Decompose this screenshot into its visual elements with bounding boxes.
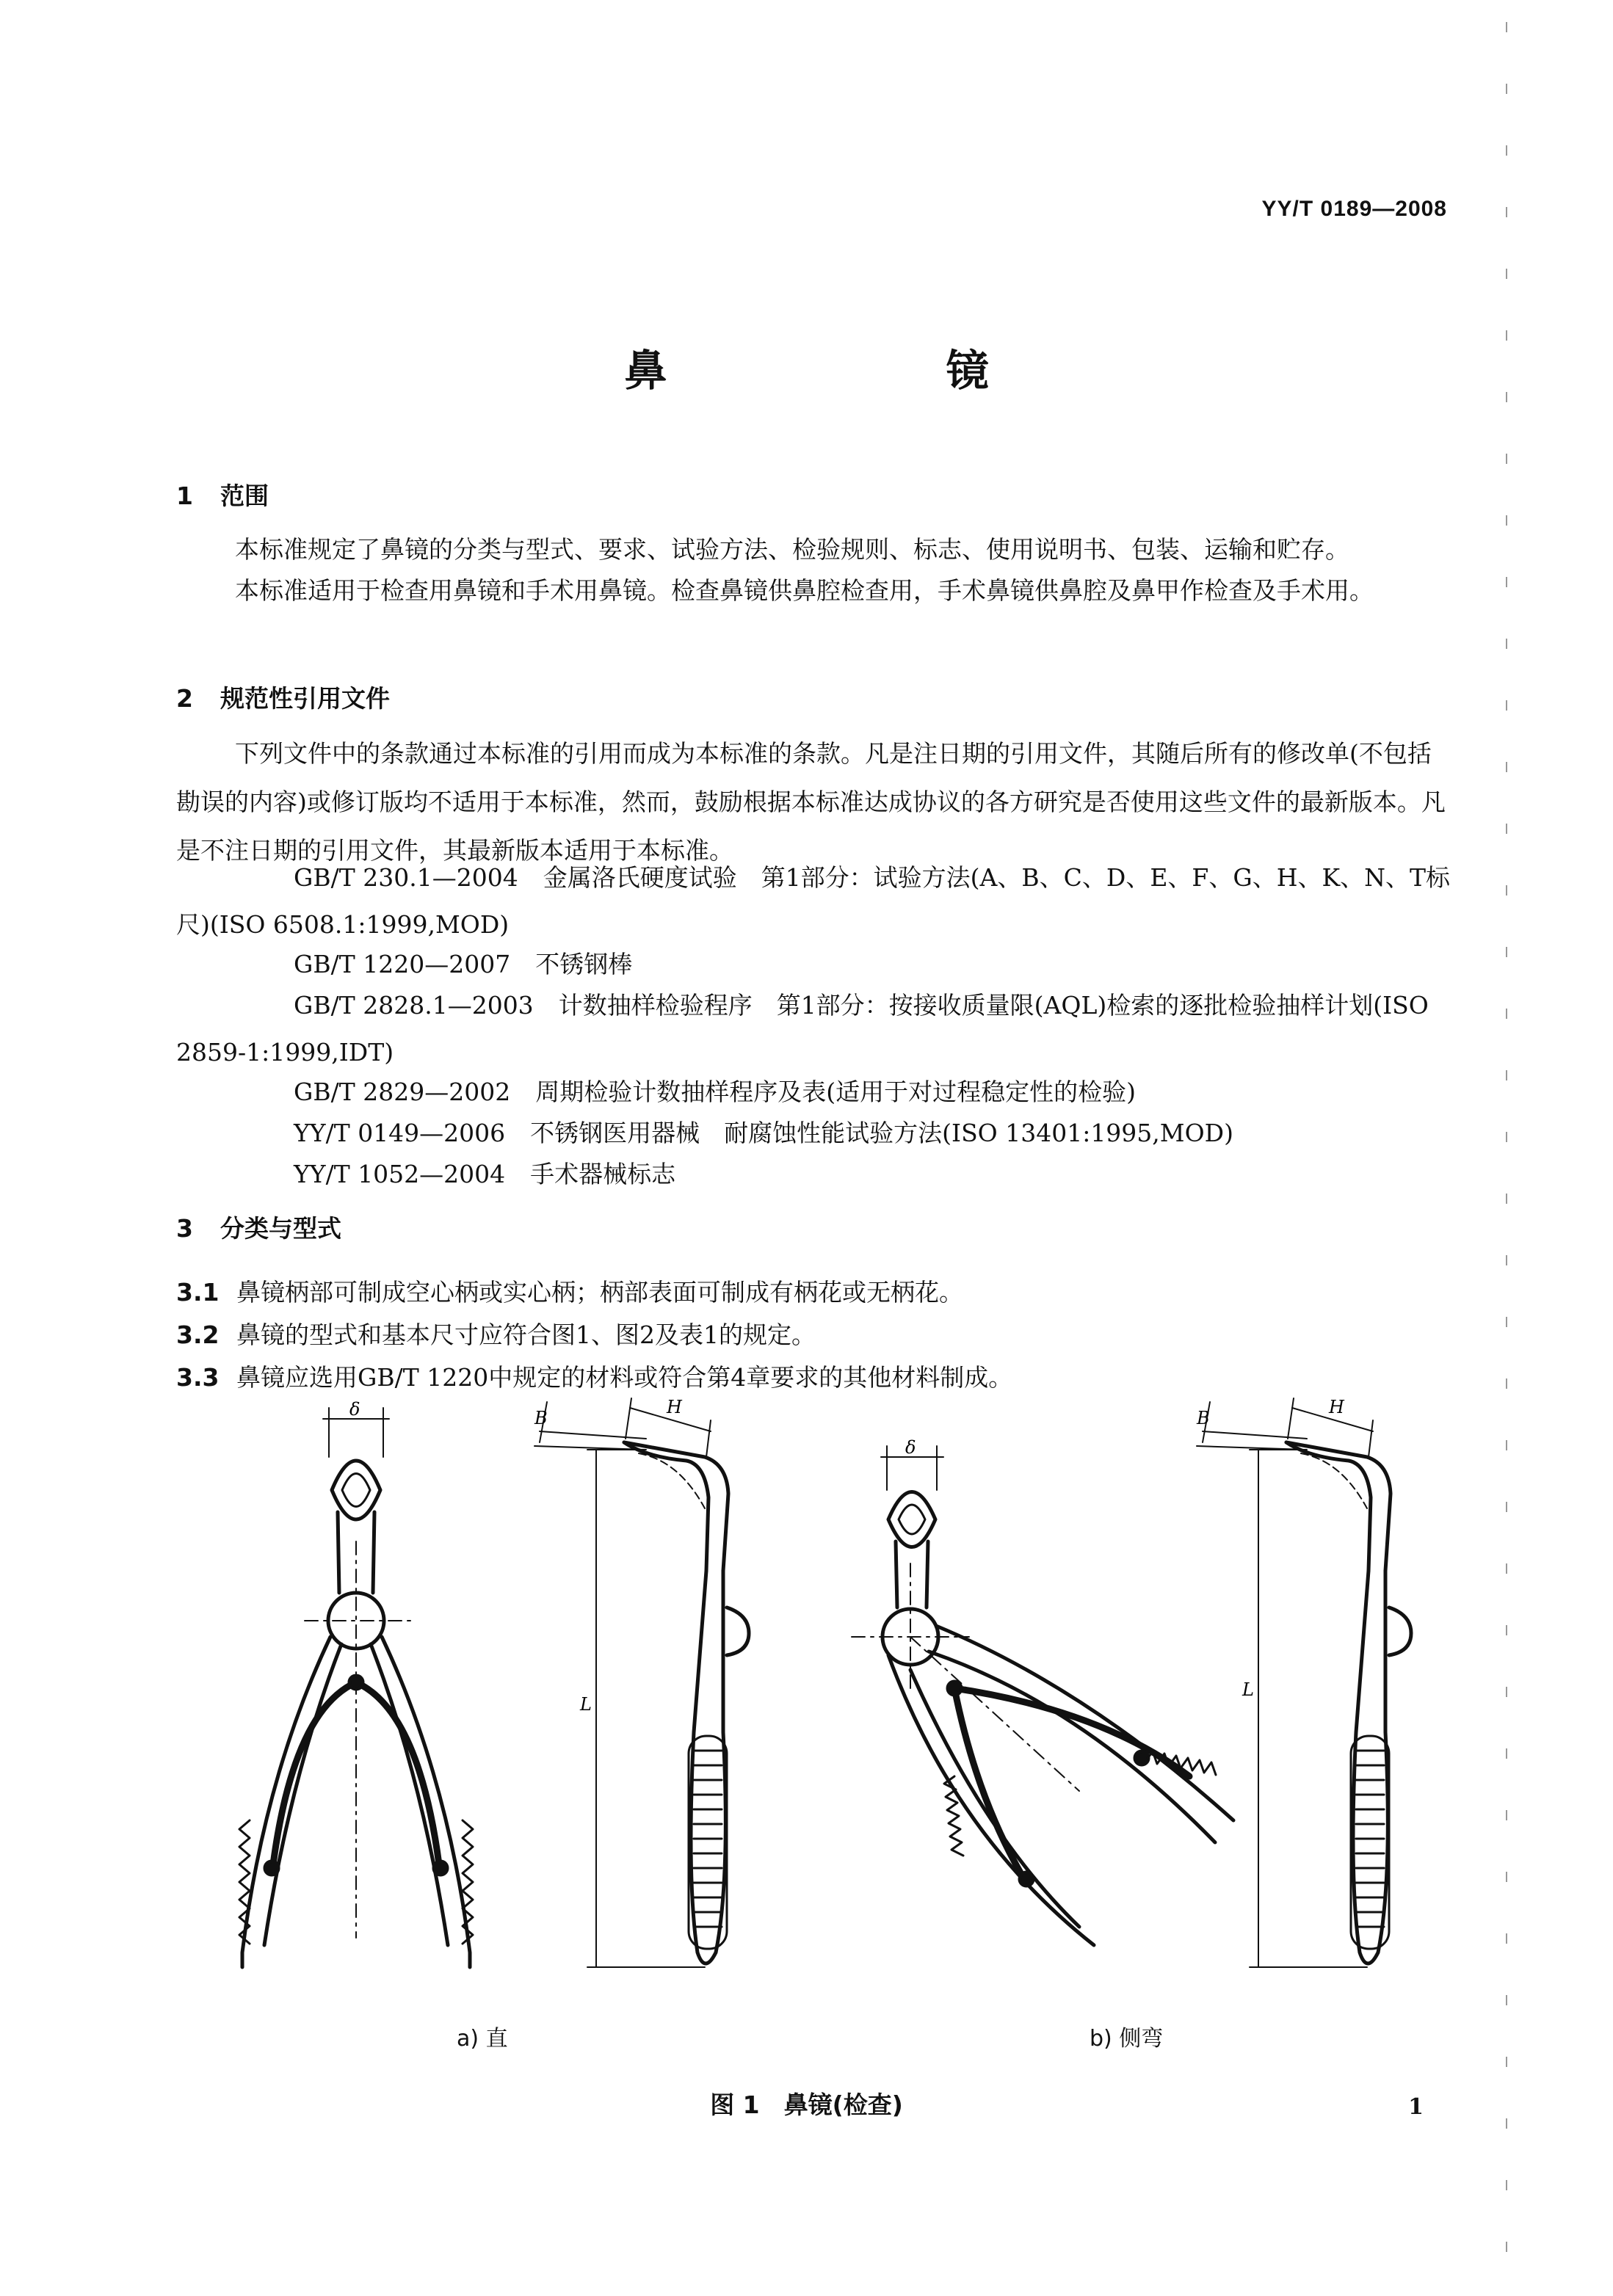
curved-speculum-side-view xyxy=(1197,1398,1411,1967)
h-label-a: H xyxy=(667,1397,682,1417)
section-title: 规范性引用文件 xyxy=(220,684,390,713)
margin-scan-marks xyxy=(1505,22,1508,2268)
reference-code: YY/T 0149—2006 xyxy=(294,1119,506,1147)
scope-paragraph-2: 本标准适用于检查用鼻镜和手术用鼻镜。检查鼻镜供鼻腔检查用，手术鼻镜供鼻腔及鼻甲作检查及手术用。 xyxy=(235,576,1374,605)
curved-speculum-front-view xyxy=(852,1446,1233,1945)
reference-text: 不锈钢棒 xyxy=(535,950,633,978)
l-label-b: L xyxy=(1242,1679,1254,1700)
subclause-number: 3.3 xyxy=(176,1363,220,1392)
delta-label-b: δ xyxy=(905,1437,916,1458)
h-label-b: H xyxy=(1329,1397,1344,1417)
subclause-text: 鼻镜的型式和基本尺寸应符合图1、图2及表1的规定。 xyxy=(236,1320,816,1349)
reference-text: 周期检验计数抽样程序及表(适用于对过程稳定性的检验) xyxy=(535,1078,1136,1106)
reference-text: 不锈钢医用器械 耐腐蚀性能试验方法(ISO 13401:1995,MOD) xyxy=(530,1119,1233,1147)
section-number: 3 xyxy=(176,1214,193,1243)
subclause-number: 3.2 xyxy=(176,1320,220,1349)
reference-code: YY/T 1052—2004 xyxy=(294,1160,506,1188)
subclause-number: 3.1 xyxy=(176,1278,220,1307)
b-label-b: B xyxy=(1197,1408,1210,1428)
section-title: 分类与型式 xyxy=(220,1214,341,1243)
reference-text: 计数抽样检验程序 第1部分：按接收质量限(AQL)检索的逐批检验抽样计划(ISO 2859-1:1999,IDT) xyxy=(176,991,1429,1067)
straight-speculum-side-view xyxy=(534,1398,749,1967)
subclause-text: 鼻镜应选用GB/T 1220中规定的材料或符合第4章要求的其他材料制成。 xyxy=(236,1363,1013,1392)
document-title: 鼻 镜 xyxy=(624,346,1121,396)
delta-label-a: δ xyxy=(349,1399,360,1420)
standard-code: YY/T 0189—2008 xyxy=(1261,197,1447,221)
reference-code: GB/T 230.1—2004 xyxy=(294,863,518,892)
reference-text: 手术器械标志 xyxy=(530,1160,676,1188)
subclause-text: 鼻镜柄部可制成空心柄或实心柄；柄部表面可制成有柄花或无柄花。 xyxy=(236,1278,963,1307)
section-number: 2 xyxy=(176,684,193,713)
l-label-a: L xyxy=(580,1694,592,1715)
reference-code: GB/T 1220—2007 xyxy=(294,950,511,978)
straight-speculum-front-view xyxy=(239,1408,473,1967)
b-label-a: B xyxy=(534,1408,548,1428)
section-title: 范围 xyxy=(220,482,269,510)
section-number: 1 xyxy=(176,482,193,510)
reference-text: 金属洛氏硬度试验 第1部分：试验方法(A、B、C、D、E、F、G、H、K、N、T标尺)(ISO 6508.1:1999,MOD) xyxy=(176,863,1451,939)
figure-caption: 图 1 鼻镜(检查) xyxy=(710,2090,903,2119)
page-number: 1 xyxy=(1408,2094,1424,2120)
scope-paragraph-1: 本标准规定了鼻镜的分类与型式、要求、试验方法、检验规则、标志、使用说明书、包装、运输和贮存。 xyxy=(235,535,1349,564)
references-intro: 下列文件中的条款通过本标准的引用而成为本标准的条款。凡是注日期的引用文件，其随后所有的修改单(不包括勘误的内容)或修订版均不适用于本标准，然而，鼓励根据本标准达成协议的各方研究是否使用这些文件的最新版本。凡是不注日期的引用文件，其最新版本适用于本标准。 xyxy=(176,739,1446,865)
figure-subcaption-a: a) 直 xyxy=(457,2026,508,2052)
reference-code: GB/T 2828.1—2003 xyxy=(294,991,534,1020)
figure-subcaption-b: b) 侧弯 xyxy=(1090,2026,1164,2052)
reference-code: GB/T 2829—2002 xyxy=(294,1078,511,1106)
